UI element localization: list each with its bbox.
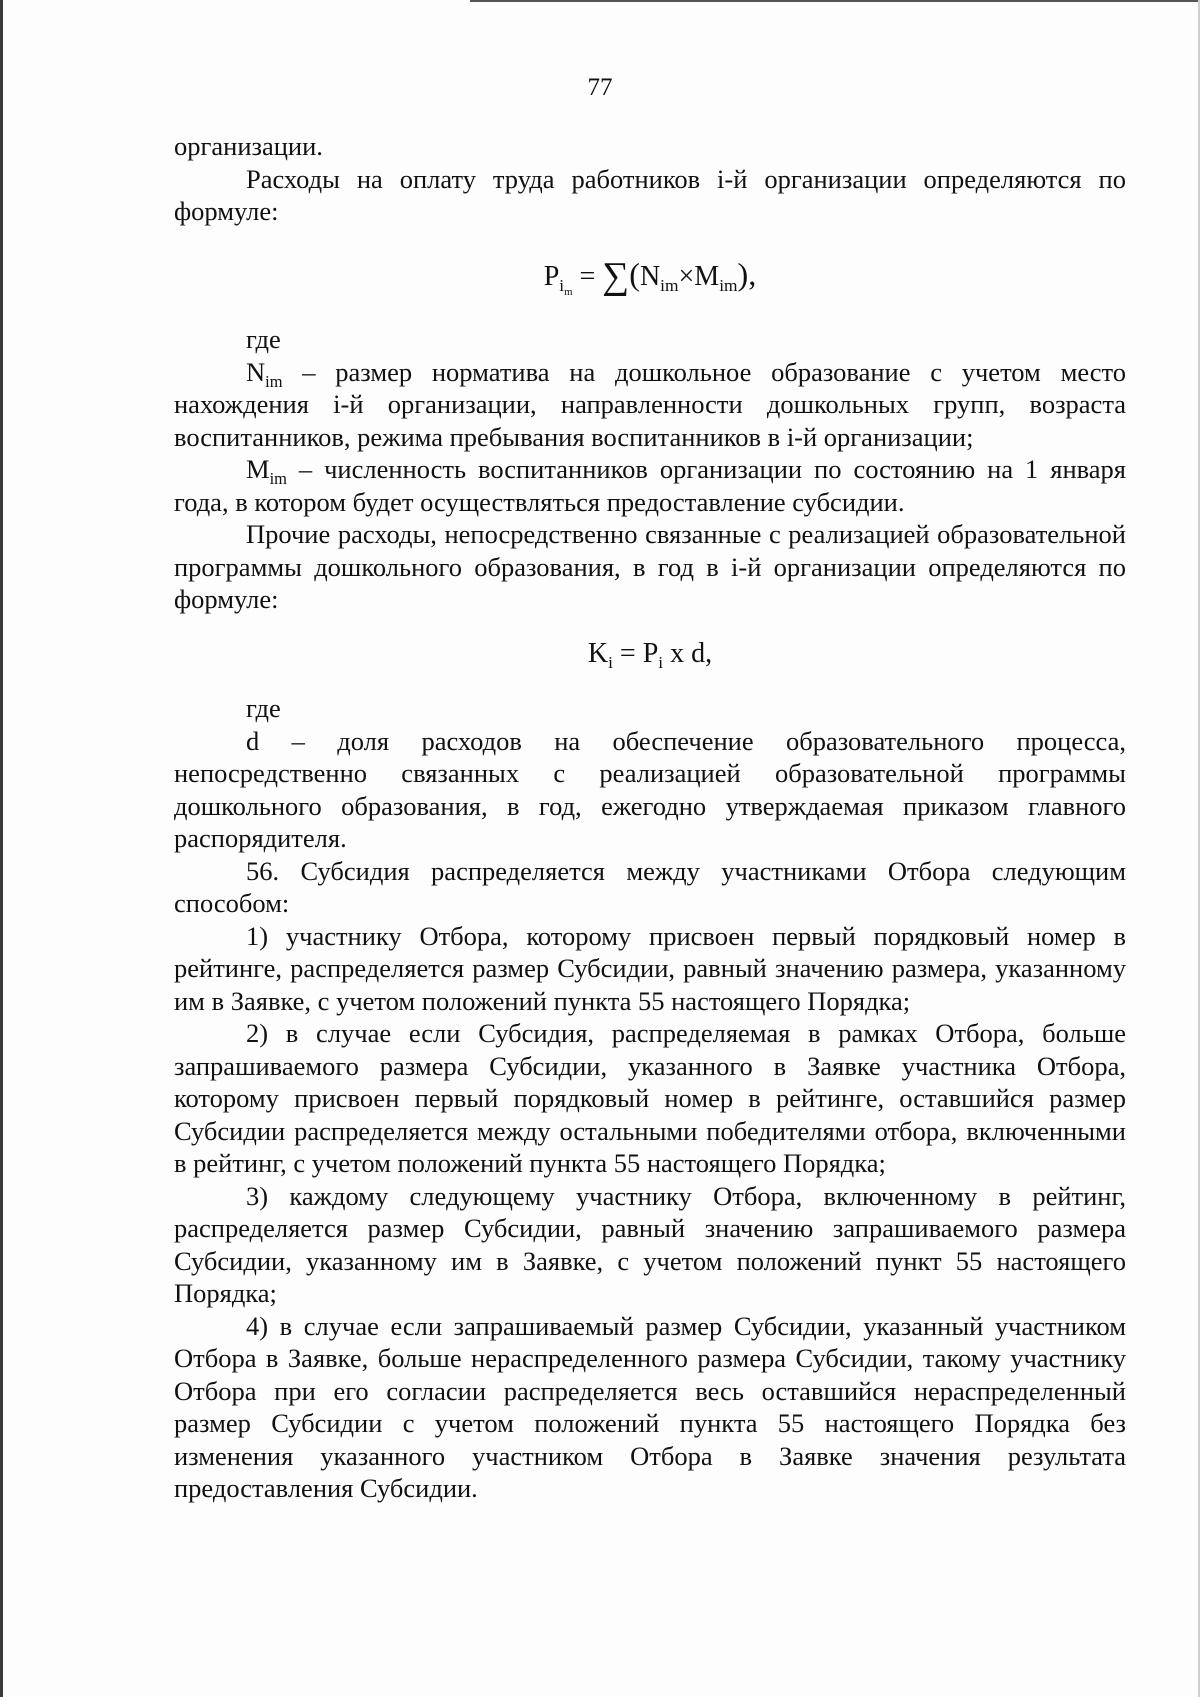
formula1-lhs-sub: im [559, 275, 573, 298]
formula1-times: × [678, 260, 695, 292]
formula1-eq: = [572, 260, 603, 292]
document-body [174, 130, 1126, 1505]
where-label-1: где [246, 324, 281, 354]
paragraph-n-definition: $N_{im}$ – размер норматива на дошкольное образование с учетом место нахождения i-й организации, направленности дошкольных групп, возраста воспитанников, режима пребывания воспитанников в i-й организации; [174, 356, 1126, 452]
page-number: 77 [587, 74, 613, 101]
list-item-1: 1) участнику Отбора, которому присвоен первый порядковый номер в рейтинге, распределяется размер Субсидии, равный значению размера, указанному им в Заявке, с учетом положений пункта 55 настоящего Порядка; [174, 920, 1126, 1016]
formula1-n-sub: im [660, 275, 679, 295]
formula1-close-paren: ), [737, 255, 757, 292]
list-item-4: 4) в случае если запрашиваемый размер Субсидии, указанный участником Отбора в Заявке, больше нераспределенного размера Субсидии, такому участнику Отбора при его согласии распределяется весь оставшийся нераспределенный размер Субсидии с учетом положений пункта 55 настоящего Порядка без изменения указанного участником Отбора в Заявке значения результата предоставления Субсидии. [174, 1310, 1126, 1503]
formula1-n: N [639, 260, 661, 292]
formula-labor-costs [174, 254, 1126, 298]
where-label-2: где [246, 693, 281, 723]
formula-other-costs: $K_i = P_i$ x d, [587, 637, 713, 672]
formula1-m: M [694, 260, 720, 292]
list-item-2: 2) в случае если Субсидия, распределяемая в рамках Отбора, больше запрашиваемого размера Субсидии, указанного в Заявке участника Отбора, которому присвоен первый порядковый номер в рейтинге, оставшийся размер Субсидии распределяется между остальными победителями отбора, включенными в рейтинг, с учетом положений пункта 55 настоящего Порядка; [174, 1018, 1126, 1178]
paragraph-m-definition: $M_{im}$ – численность воспитанников организации по состоянию на 1 января года, в котором будет осуществляться предоставление субсидии. [174, 454, 1126, 517]
paragraph-labor-costs: Расходы на оплату труда работников i-й организации определяются по формуле: [174, 163, 1126, 226]
scan-edge-left [0, 0, 3, 1697]
formula1-open-paren: ( [629, 255, 640, 292]
paragraph-56: 56. Субсидия распределяется между участниками Отбора следующим способом: [174, 855, 1126, 918]
sum-symbol: ∑ [602, 254, 630, 297]
list-item-3: 3) каждому следующему участнику Отбора, включенному в рейтинг, распределяется размер Субсидии, равный значению запрашиваемого размера Субсидии, указанному им в Заявке, с учетом положений пункт 55 настоящего Порядка; [174, 1180, 1126, 1308]
paragraph-d-definition: d – доля расходов на обеспечение образовательного процесса, непосредственно связанных с реализацией образовательной программы дошкольного образования, в год, ежегодно утверждаемая приказом главного распорядителя. [174, 725, 1126, 853]
scan-edge-top [470, 0, 1200, 2]
paragraph-other-costs: Прочие расходы, непосредственно связанные с реализацией образовательной программы дошкольного образования, в год в i-й организации определяются по формуле: [174, 519, 1126, 614]
formula1-lhs: P [543, 260, 560, 292]
paragraph-continuation: организации. [174, 131, 323, 161]
formula1-m-sub: im [719, 275, 738, 295]
